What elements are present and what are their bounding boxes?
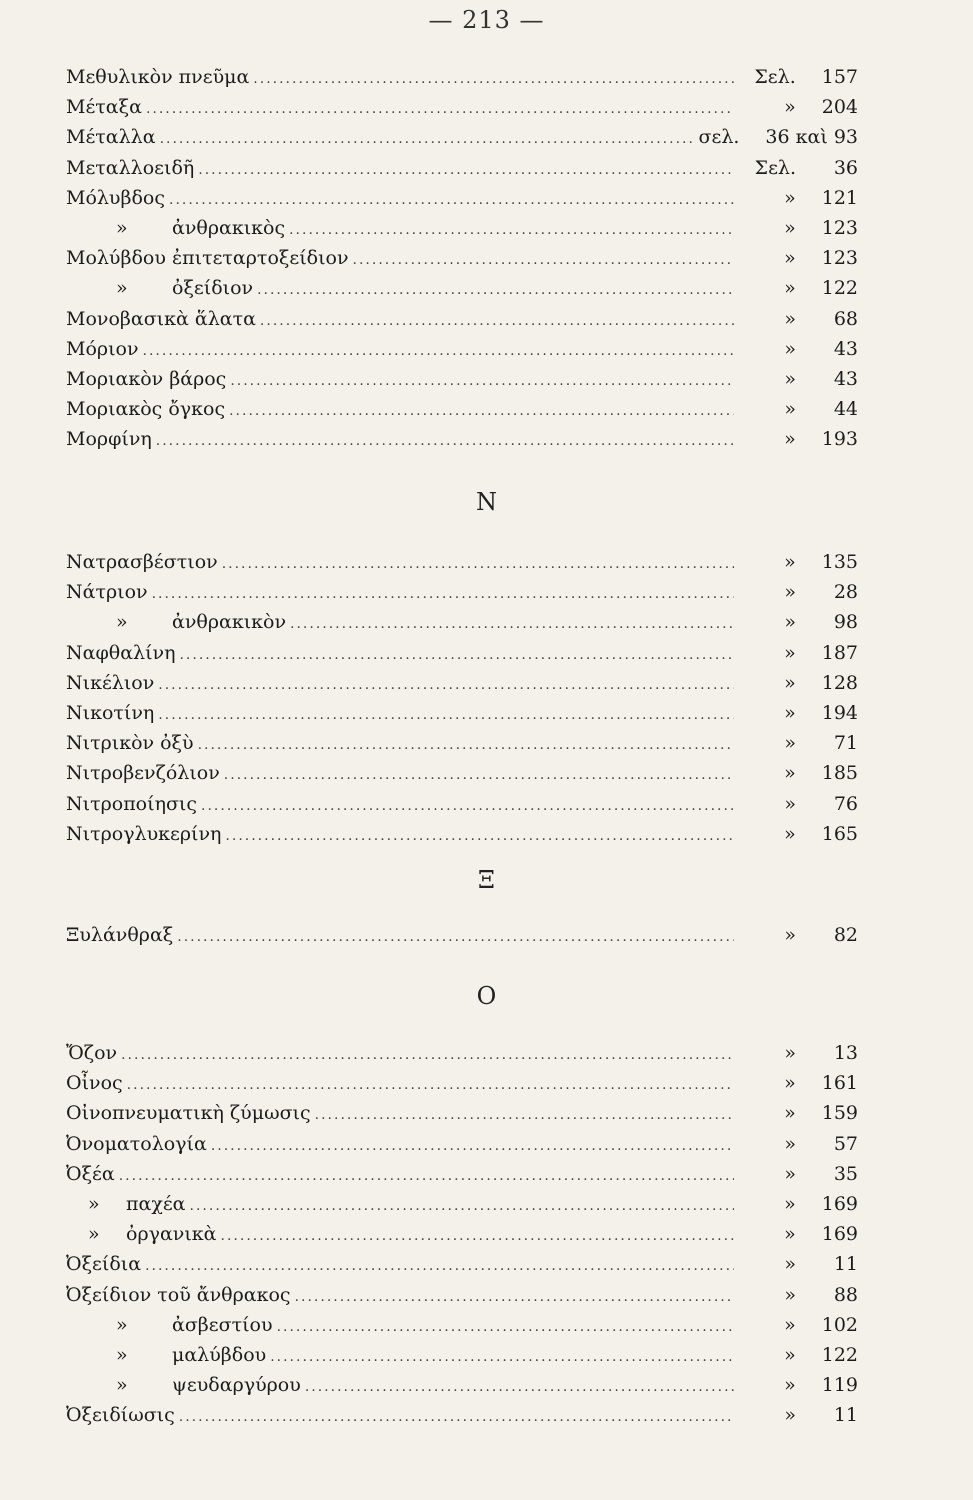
page-reference: 98: [833, 611, 858, 634]
entry-term: Ὀνοματολογία: [66, 1132, 207, 1155]
index-entry: [66, 96, 858, 126]
ditto-mark: »: [116, 216, 128, 239]
entry-term: ψευδαργύρου: [172, 1374, 301, 1397]
page-ref-label: »: [784, 1072, 796, 1095]
entry-term: παχέα: [126, 1192, 186, 1215]
page-ref-label: »: [784, 428, 796, 451]
entry-term: μαλύβδου: [172, 1343, 267, 1366]
page-ref-label: »: [784, 1162, 796, 1185]
index-entry: [66, 1284, 858, 1314]
entry-term: Μόριον: [66, 337, 139, 360]
leader-dots: [198, 162, 734, 178]
page-reference: 57: [833, 1132, 858, 1155]
page-ref-label: »: [784, 1132, 796, 1155]
ditto-mark: »: [116, 277, 128, 300]
ditto-mark: »: [88, 1223, 100, 1246]
index-entry: [66, 1374, 858, 1404]
page-ref-label: »: [784, 641, 796, 664]
leader-dots: [143, 343, 734, 359]
page-reference: 28: [833, 581, 858, 604]
entry-term: Μέταξα: [66, 96, 142, 119]
index-entry: [66, 642, 858, 672]
leader-dots: [156, 433, 734, 449]
page-reference: 43: [833, 337, 858, 360]
page-reference: 76: [833, 792, 858, 815]
leader-dots: [315, 1107, 734, 1123]
index-entry: [66, 732, 858, 762]
entry-term: ἀνθρακικὸν: [172, 611, 287, 634]
leader-dots: [127, 1077, 734, 1093]
leader-dots: [253, 71, 734, 87]
entry-term: Νιτροβενζόλιον: [66, 762, 220, 785]
page-reference: 159: [821, 1102, 858, 1125]
leader-dots: [295, 1289, 734, 1305]
page-reference: 36: [833, 156, 858, 179]
page-ref-label: »: [784, 1223, 796, 1246]
page-reference: 13: [833, 1042, 858, 1064]
page-ref-label: Σελ.: [754, 156, 796, 179]
ditto-mark: »: [88, 1192, 100, 1215]
index-entry: [66, 1223, 858, 1253]
leader-dots: [145, 1258, 734, 1274]
index-entry: [66, 823, 858, 853]
leader-dots: [305, 1379, 734, 1395]
page-ref-label: »: [784, 1283, 796, 1306]
page-reference: 82: [833, 924, 858, 946]
page-ref-label: »: [784, 367, 796, 390]
ditto-mark: »: [116, 1374, 128, 1397]
page-ref-label: »: [784, 1042, 796, 1064]
entry-term: Οἶνος: [66, 1072, 123, 1095]
page-ref-label: »: [784, 1102, 796, 1125]
page-ref-label: »: [784, 247, 796, 270]
entry-term: ἀνθρακικὸς: [172, 216, 286, 239]
page-ref-label: Σελ.: [754, 66, 796, 88]
page-ref-label: »: [784, 792, 796, 815]
leader-dots: [221, 1228, 734, 1244]
section-letter: Ο: [476, 982, 497, 1010]
page-reference: 135: [821, 551, 858, 573]
entry-term: Νικοτίνη: [66, 701, 155, 724]
entry-term: Μόλυβδος: [66, 186, 165, 209]
page-ref-label: »: [784, 337, 796, 360]
leader-dots: [179, 1409, 734, 1425]
leader-dots: [158, 677, 734, 693]
page-reference: 44: [833, 398, 858, 421]
leader-dots: [198, 737, 734, 753]
index-entry: [66, 277, 858, 307]
entry-term: Οἰνοπνευματικὴ ζύμωσις: [66, 1102, 311, 1125]
entry-term: Ὀξέα: [66, 1162, 115, 1185]
index-entry: [66, 1253, 858, 1283]
page-reference: 88: [833, 1283, 858, 1306]
entry-term: Μολύβδου ἐπιτεταρτοξείδιον: [66, 247, 349, 270]
entry-term: Νικέλιον: [66, 671, 155, 694]
leader-dots: [121, 1047, 734, 1063]
index-entry: [66, 308, 858, 338]
index-entry: [66, 672, 858, 702]
entry-term: Ὄζον: [66, 1042, 118, 1064]
index-entry: [66, 66, 858, 96]
page-number: — 213 —: [428, 6, 545, 34]
entry-term: Μοριακὸς ὄγκος: [66, 398, 226, 421]
index-entry: [66, 398, 858, 428]
index-entry: [66, 338, 858, 368]
index-entry: [66, 702, 858, 732]
index-list: [66, 1042, 858, 1434]
leader-dots: [277, 1319, 734, 1335]
index-entry: [66, 126, 858, 156]
page-ref-label: »: [784, 1313, 796, 1336]
index-entry: [66, 157, 858, 187]
page-ref-label: »: [784, 96, 796, 119]
page-ref-label: »: [784, 216, 796, 239]
index-entry: [66, 1042, 858, 1072]
leader-dots: [260, 313, 734, 329]
leader-dots: [169, 192, 734, 208]
index-entry: [66, 793, 858, 823]
page-ref-label: »: [784, 762, 796, 785]
page-ref-label: »: [784, 1374, 796, 1397]
index-entry: [66, 1102, 858, 1132]
leader-dots: [225, 828, 734, 844]
page-reference: 123: [821, 247, 858, 270]
page-reference: 119: [821, 1374, 858, 1397]
page-reference: 187: [821, 641, 858, 664]
page-reference: 122: [821, 1343, 858, 1366]
entry-term: Μονοβασικὰ ἅλατα: [66, 307, 256, 330]
page-ref-label: »: [784, 277, 796, 300]
page-reference: 128: [821, 671, 858, 694]
index-list: [66, 66, 858, 458]
entry-term: Μεταλλοειδῆ: [66, 156, 195, 179]
leader-dots: [222, 556, 734, 572]
page-reference: 169: [821, 1223, 858, 1246]
page-ref-label: »: [784, 186, 796, 209]
page-reference: 102: [821, 1313, 858, 1336]
page-reference: 204: [821, 96, 858, 119]
entry-term: Μοριακὸν βάρος: [66, 367, 227, 390]
page-ref-label: »: [784, 822, 796, 845]
index-entry: [66, 1163, 858, 1193]
leader-dots: [119, 1168, 734, 1184]
leader-dots: [146, 101, 734, 117]
entry-term: Νατρασβέστιον: [66, 551, 218, 573]
page-ref-label: »: [784, 701, 796, 724]
entry-term: Νιτροποίησις: [66, 792, 198, 815]
index-entry: [66, 1133, 858, 1163]
page-ref-label: »: [784, 1253, 796, 1276]
page-reference: 121: [821, 186, 858, 209]
index-entry: [66, 1344, 858, 1374]
page-ref-label: »: [784, 1343, 796, 1366]
page-reference: 194: [821, 701, 858, 724]
entry-term: Μεθυλικὸν πνεῦμα: [66, 66, 250, 88]
entry-term: ὀξείδιον: [172, 277, 254, 300]
leader-dots: [224, 767, 734, 783]
page-reference: 161: [821, 1072, 858, 1095]
leader-dots: [179, 647, 734, 663]
index-list: [66, 924, 858, 954]
page-reference: 68: [833, 307, 858, 330]
entry-term: Ξυλάνθραξ: [66, 924, 174, 946]
entry-term: Ὀξείδια: [66, 1253, 142, 1276]
entry-term: Ὀξειδίωσις: [66, 1404, 175, 1427]
page-ref-label: σελ.: [698, 126, 740, 149]
leader-dots: [152, 586, 734, 602]
section-letter: Ξ: [478, 866, 495, 894]
leader-dots: [177, 929, 734, 945]
page-reference: 35: [833, 1162, 858, 1185]
page-ref-label: »: [784, 671, 796, 694]
leader-dots: [229, 403, 734, 419]
index-entry: [66, 611, 858, 641]
entry-term: Νιτρικὸν ὀξὺ: [66, 732, 194, 755]
page-reference: 71: [833, 732, 858, 755]
page-reference: 11: [833, 1253, 858, 1276]
leader-dots: [230, 373, 734, 389]
leader-dots: [201, 798, 734, 814]
leader-dots: [353, 252, 734, 268]
page-reference: 169: [821, 1192, 858, 1215]
entry-term: Μορφίνη: [66, 428, 152, 451]
entry-term: Νάτριον: [66, 581, 148, 604]
page-ref-label: »: [784, 1192, 796, 1215]
index-entry: [66, 368, 858, 398]
entry-term: Μέταλλα: [66, 126, 156, 149]
entry-term: ἀσβεστίου: [172, 1313, 273, 1336]
index-entry: [66, 428, 858, 458]
page-ref-label: »: [784, 551, 796, 573]
leader-dots: [211, 1138, 734, 1154]
page-reference: 122: [821, 277, 858, 300]
ditto-mark: »: [116, 1313, 128, 1336]
index-entry: [66, 1193, 858, 1223]
page-reference: 43: [833, 367, 858, 390]
ditto-mark: »: [116, 611, 128, 634]
index-entry: [66, 1404, 858, 1434]
page-ref-label: »: [784, 732, 796, 755]
leader-dots: [289, 222, 734, 238]
entry-term: Ὀξείδιον τοῦ ἄνθρακος: [66, 1283, 291, 1306]
page-ref-label: »: [784, 924, 796, 946]
page-reference: 11: [833, 1404, 858, 1427]
page-ref-label: »: [784, 611, 796, 634]
leader-dots: [257, 282, 734, 298]
page-ref-label: »: [784, 581, 796, 604]
page-reference: 193: [821, 428, 858, 451]
index-entry: [66, 581, 858, 611]
entry-term: Νιτρογλυκερίνη: [66, 822, 222, 845]
index-entry: [66, 247, 858, 277]
page-reference: 157: [821, 66, 858, 88]
index-entry: [66, 1072, 858, 1102]
page-reference: 123: [821, 216, 858, 239]
page-ref-label: »: [784, 307, 796, 330]
section-letter: Ν: [476, 488, 497, 516]
entry-term: ὀργανικὰ: [126, 1223, 217, 1246]
index-entry: [66, 187, 858, 217]
index-list: [66, 551, 858, 853]
index-entry: [66, 1314, 858, 1344]
page-reference: 36 καὶ 93: [765, 126, 858, 149]
leader-dots: [160, 131, 695, 147]
index-entry: [66, 551, 858, 581]
page-reference: 165: [821, 822, 858, 845]
leader-dots: [290, 616, 734, 632]
page-ref-label: »: [784, 398, 796, 421]
leader-dots: [270, 1349, 734, 1365]
index-entry: [66, 762, 858, 792]
ditto-mark: »: [116, 1343, 128, 1366]
leader-dots: [158, 707, 734, 723]
leader-dots: [190, 1198, 734, 1214]
entry-term: Ναφθαλίνη: [66, 641, 176, 664]
index-entry: [66, 924, 858, 954]
index-entry: [66, 217, 858, 247]
page-reference: 185: [821, 762, 858, 785]
page-ref-label: »: [784, 1404, 796, 1427]
